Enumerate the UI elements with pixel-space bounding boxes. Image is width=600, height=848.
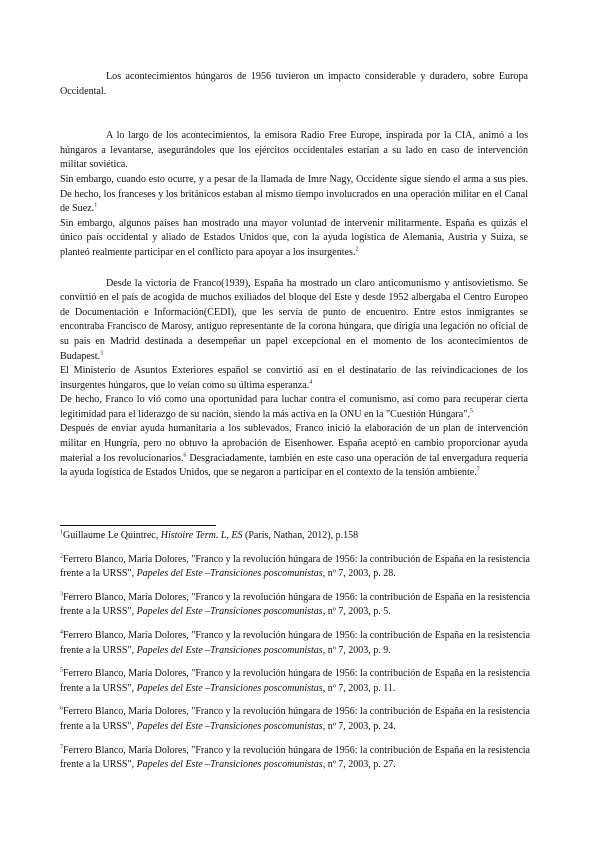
- footnote-ref[interactable]: 7: [476, 466, 480, 473]
- footnote-separator: [60, 525, 216, 526]
- paragraph: Después de enviar ayuda humanitaria a los sublevados, Franco inició la elaboración de un plan de intervención militar en Hungría, pero no obtuvo la aprobación de Eisenhower. España aceptó en cambio proporcionar ayuda material a los revolucionarios.$^6$ Desgraciadamente, también en este caso una operación de tal envergadura requería la ayuda logística de Estados Unidos, que se negaron a participar en el contexto de la tensión ambiente.$^7$: [60, 423, 528, 479]
- footnote-ref[interactable]: 5: [469, 408, 473, 415]
- footnote-ref[interactable]: 4: [309, 379, 313, 386]
- footnote: $^4$Ferrero Blanco, María Dolores, "Franco y la revolución húngara de 1956: la contribución de España en la resistencia frente a la URSS", Papeles del Este –Transiciones poscomunistas, nº 7, 2003, p. 9.: [60, 629, 530, 656]
- body-text: [60, 70, 528, 481]
- paragraph: A lo largo de los acontecimientos, la emisora Radio Free Europe, inspirada por la CIA, animó a los húngaros a levantarse, asegurándoles que los ejércitos occidentales estarían a su lado en caso de intervención militar soviética.: [60, 130, 528, 171]
- footnote: $^6$Ferrero Blanco, María Dolores, "Franco y la revolución húngara de 1956: la contribución de España en la resistencia frente a la URSS", Papeles del Este –Transiciones poscomunistas, nº 7, 2003, p. 24.: [60, 706, 530, 732]
- footnote-ref[interactable]: 3: [100, 350, 104, 357]
- footnote: $^7$Ferrero Blanco, María Dolores, "Franco y la revolución húngara de 1956: la contribución de España en la resistencia frente a la URSS", Papeles del Este –Transiciones poscomunistas, nº 7, 2003, p. 27.: [60, 744, 530, 771]
- footnote: $^1$Guillaume Le Quintrec, Histoire Term. L, ES (París, Nathan, 2012), p.158: [60, 529, 359, 541]
- footnote-ref[interactable]: 2: [355, 246, 359, 253]
- paragraph: Sin embargo, cuando esto ocurre, y a pesar de la llamada de Imre Nagy, Occidente sigue siendo el arma a sus pies. De hecho, los franceses y los británicos estaban al mismo tiempo involucrados en una operación militar en el Canal de Suez.$^1$: [60, 173, 528, 215]
- footnote-ref[interactable]: 1: [94, 202, 98, 209]
- footnote: $^2$Ferrero Blanco, María Dolores, "Franco y la revolución húngara de 1956: la contribución de España en la resistencia frente a la URSS", Papeles del Este –Transiciones poscomunistas, nº 7, 2003, p. 28.: [60, 553, 530, 580]
- footnote-ref[interactable]: 6: [183, 452, 187, 459]
- paragraph: El Ministerio de Asuntos Exteriores español se convirtió así en el destinatario de las reivindicaciones de los insurgentes húngaros, que lo veían como su última esperanza.$^4$: [60, 365, 528, 391]
- paragraph: Desde la victoria de Franco(1939), España ha mostrado un claro anticomunismo y antisovietismo. Se convirtió en el país de acogida de muchos exiliados del bloque del Este y desde 1952 albergaba el Centro Europeo de Documentación e Información(CEDI), que les servía de punto de encuentro. Entre estos inmigrantes se encontraba Francisco de Marosy, antiguo representante de la corona húngara, que dirigía una legación no oficial de su país en Madrid destinada a desempeñar un papel excepcional en el momento de los acontecimientos de Budapest.$^3$: [60, 277, 528, 362]
- footnote: $^5$Ferrero Blanco, María Dolores, "Franco y la revolución húngara de 1956: la contribución de España en la resistencia frente a la URSS", Papeles del Este –Transiciones poscomunistas, nº 7, 2003, p. 11.: [60, 667, 530, 694]
- footnote: $^3$Ferrero Blanco, María Dolores, "Franco y la revolución húngara de 1956: la contribución de España en la resistencia frente a la URSS", Papeles del Este –Transiciones poscomunistas, nº 7, 2003, p. 5.: [60, 591, 530, 618]
- paragraph: De hecho, Franco lo vió como una oportunidad para luchar contra el comunismo, así como para recuperar cierta legitimidad para el liderazgo de su nación, siendo la más activa en la ONU en la "Cuestión Húngara".$^5$: [60, 394, 528, 420]
- paragraph: Los acontecimientos húngaros de 1956 tuvieron un impacto considerable y duradero, sobre Europa Occidental.: [60, 71, 528, 97]
- footnotes: [60, 529, 530, 782]
- paragraph: Sin embargo, algunos países han mostrado una mayor voluntad de intervenir militarmente. España es quizás el único país occidental y aliado de Estados Unidos que, con la ayuda logística de Alemania, Austria y Suiza, se planteó realmente participar en el conflicto para apoyar a los insurgentes.$^2$: [60, 217, 528, 258]
